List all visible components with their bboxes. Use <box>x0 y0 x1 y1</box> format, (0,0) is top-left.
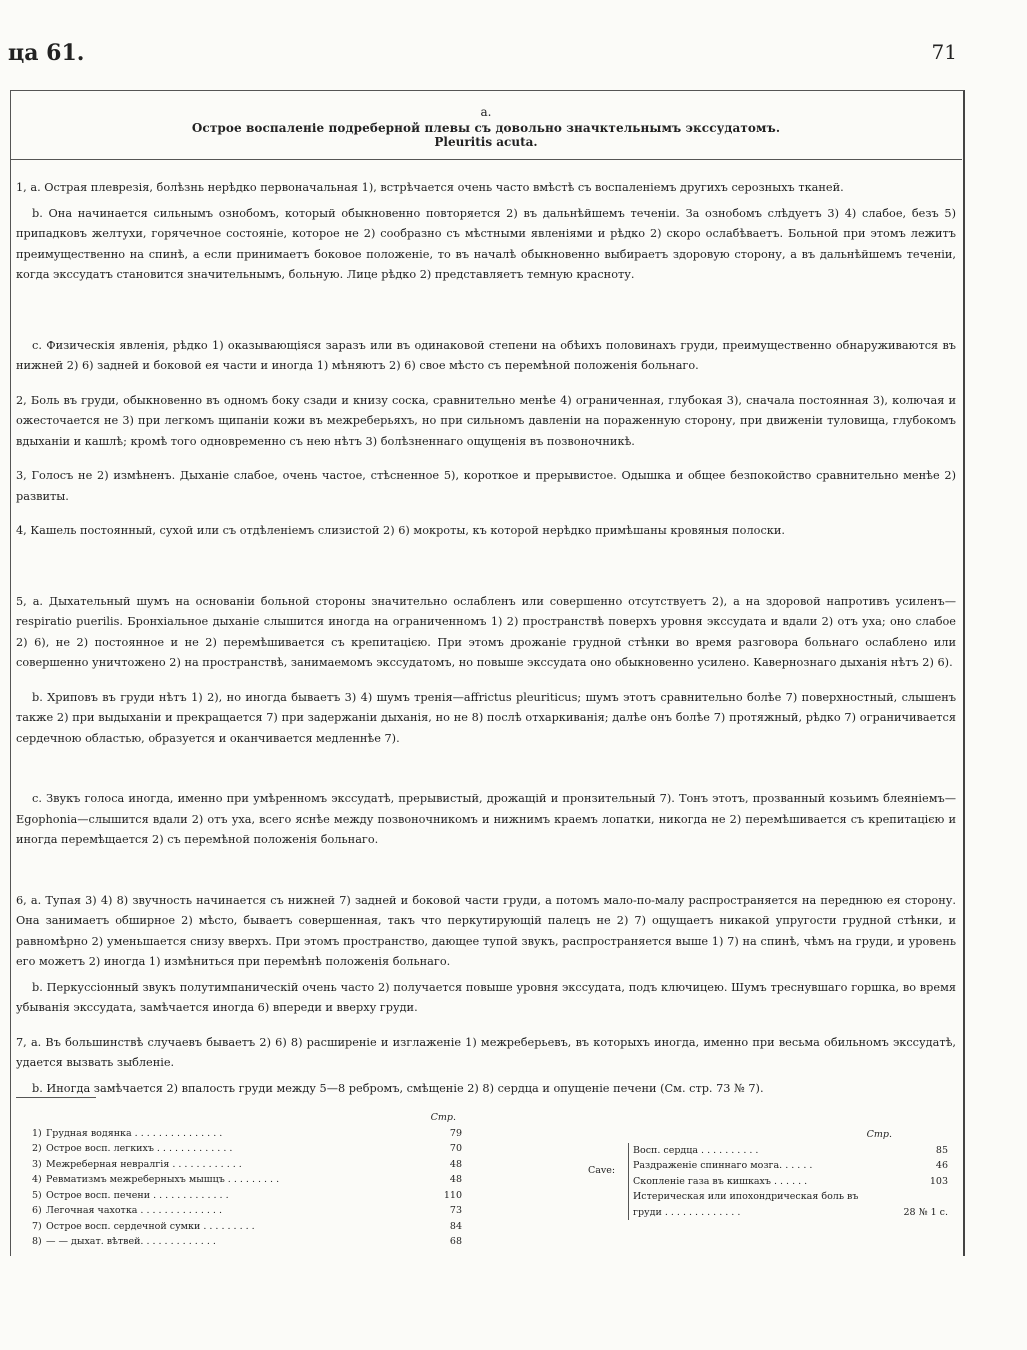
cave-row <box>633 1174 948 1190</box>
cave-list <box>628 1143 948 1221</box>
paragraph: c. Физическія явленія, рѣдко 1) оказывающіяся заразъ или въ одинаковой степени на обѣихъ половинахъ груди, преимущественно обнаруживаются въ нижней 2) 6) задней и боковой ея части и иногда 1) мѣняютъ 2) 6) свое мѣсто съ перемѣной положенія больнаго. <box>16 338 956 372</box>
footnote-name: Ревматизмъ межреберныхъ мышцъ . . . . . . . . . <box>46 1174 280 1185</box>
footnotes-right <box>588 1127 948 1220</box>
footnote-page: 48 <box>449 1158 462 1170</box>
cave-name: Восп. сердца . . . . . . . . . . <box>633 1144 759 1156</box>
cave-row <box>633 1143 948 1159</box>
paragraph: 7, а. Въ большинствѣ случаевъ бываетъ 2) 6) 8) расширеніе и изглаженіе 1) межреберьевъ, въ которыхъ иногда, именно при весьма обильномъ экссудатѣ, удается вызвать зыбленіе. <box>16 1035 956 1069</box>
paragraph: b. Перкуссіонный звукъ полутимпаническій очень часто 2) получается повыше уровня экссудата, подъ ключицею. Шумъ треснувшаго горшка, во время убыванія экссудата, замѣчается иногда 6) впереди и вверху груди. <box>16 980 956 1014</box>
cave-page: 46 <box>935 1160 948 1171</box>
cave-name: Истерическая или ипохондрическая боль въ <box>633 1191 859 1202</box>
latin-title: Pleuritis acuta. <box>434 135 538 149</box>
footnote-row <box>32 1203 462 1219</box>
paragraph: 5, а. Дыхательный шумъ на основаніи больной стороны значительно ослабленъ или совершенно отсутствуетъ 2), а на здоровой напротивъ усиленъ—respiratio puerilis. Бронхіальное дыханіе слышится иногда на ограниченномъ 1) 2) пространствѣ поверхъ уровня экссудата и вдали 2) отъ уха; оно слабое 2) 6), не 2) постоянное и не 2) перемѣшивается съ крепитацією. При этомъ дрожаніе грудной стѣнки во время разговора больнаго ослаблено или совершенно уничтожено 2) на пространствѣ, занимаемомъ экссудатомъ, но повыше экссудата оно обыкновенно усилено. Кавернознаго дыханія нѣтъ 2) 6). <box>16 594 956 669</box>
paragraph: b. Иногда замѣчается 2) впалость груди между 5—8 ребромъ, смѣщеніе 2) 8) сердца и опущеніе печени (См. стр. 73 № 7). <box>32 1081 764 1095</box>
footnote-divider <box>16 1097 96 1098</box>
footnote-row <box>32 1157 462 1173</box>
cave-page: 85 <box>935 1144 948 1156</box>
section-title: Острое воспаленіе подреберной плевы съ довольно значктельнымъ экссудатомъ. <box>191 121 781 135</box>
header-left-text: ца 61. <box>8 40 85 66</box>
cave-name: Раздраженіе спиннаго мозга. . . . . . <box>633 1160 813 1171</box>
cave-page <box>888 1189 948 1205</box>
cave-name: Скопленіе газа въ кишкахъ . . . . . . <box>633 1175 808 1187</box>
footnote-number: 1) <box>32 1127 42 1139</box>
footnote-name: Легочная чахотка . . . . . . . . . . . . . . <box>46 1205 222 1216</box>
paragraph: 1, а. Острая плеврезія, болѣзнь нерѣдко первоначальная 1), встрѣчается очень часто вмѣстѣ съ воспаленіемъ другихъ серозныхъ тканей. <box>16 181 844 194</box>
footnote-number: 8) <box>32 1236 42 1247</box>
footnote-row <box>32 1234 462 1250</box>
page-number: 71 <box>931 40 957 64</box>
cave-page-header: Стр. <box>866 1129 892 1140</box>
footnote-name: Острое восп. сердечной сумки . . . . . . . . . <box>46 1220 255 1232</box>
footnotes-left <box>32 1110 462 1250</box>
footnote-row <box>32 1172 462 1188</box>
footnote-row <box>32 1126 462 1142</box>
paragraph: b. Она начинается сильнымъ ознобомъ, который обыкновенно повторяется 2) въ дальнѣйшемъ теченіи. За ознобомъ слѣдуетъ 3) 4) слабое, безъ 5) припадковъ желтухи, горячечное состояніе, которое не 2) сообразно съ мѣстными явленіями и рѣдко 2) скоро ослабѣваетъ. Больной при этомъ лежитъ преимущественно на спинѣ, а если принимаетъ боковое положеніе, то въ началѣ обыкновенно выбираетъ здоровую сторону, а въ дальнѣйшемъ теченіи, когда экссудатъ становится значительнымъ, больную. Лице рѣдко 2) представляетъ темную красноту. <box>16 206 956 281</box>
footnote-number: 5) <box>32 1189 42 1201</box>
footnote-page: 84 <box>449 1220 462 1232</box>
footnote-name: — — дыхат. вѣтвей. . . . . . . . . . . . . <box>46 1236 216 1247</box>
footnote-page: 73 <box>449 1205 462 1216</box>
footnote-number: 2) <box>32 1143 42 1154</box>
paragraph: 6, а. Тупая 3) 4) 8) звучность начинается съ нижней 7) задней и боковой части груди, а потомъ мало-по-малу распространяется на переднюю ея сторону. Она занимаетъ обширное 2) мѣсто, бываетъ совершенная, такъ что перкутирующій палецъ не 2) 7) ощущаетъ никакой упругости грудной стѣнки, и равномѣрно 2) уменьшается снизу вверхъ. При этомъ пространство, дающее тупой звукъ, распространяется выше 1) 7) на спинѣ, чѣмъ на груди, и уровень его можетъ 2) иногда 1) измѣниться при перемѣнѣ положенія больнаго. <box>16 893 956 968</box>
footnote-number: 6) <box>32 1205 42 1216</box>
page-header <box>0 40 1027 80</box>
cave-row <box>633 1158 948 1174</box>
paragraph: b. Хриповъ въ груди нѣтъ 1) 2), но иногда бываетъ 3) 4) шумъ тренія—affrictus pleuriticus; шумъ этотъ сравнительно болѣе 7) поверхностный, слышенъ также 2) при выдыханіи и прекращается 7) при задержаніи дыханія, но не 8) послѣ отхаркиванія; далѣе онъ болѣе 7) протяжный, рѣдко 7) ограничивается сердечною областью, образуется и оканчивается медленнѣе 7). <box>16 690 956 745</box>
footnote-page-header: Стр. <box>430 1112 456 1123</box>
footnote-page: 110 <box>443 1189 462 1201</box>
footnote-page: 70 <box>449 1143 462 1154</box>
paragraph: 2, Боль въ груди, обыкновенно въ одномъ боку сзади и книзу соска, сравнительно менѣе 4) ограниченная, глубокая 3), сначала постоянная 3), колючая и ожесточается не 3) при легкомъ щипаніи кожи въ межреберьяхъ, но при сильномъ давленіи на пораженную сторону, при движеніи туловища, глубокомъ вдыханіи и кашлѣ; кромѣ того одновременно съ нею нѣтъ 3) болѣзненнаго ощущенія въ позвоночникѣ. <box>16 393 956 448</box>
cave-block <box>588 1143 948 1221</box>
title-block <box>10 91 962 160</box>
footnote-name: Грудная водянка . . . . . . . . . . . . . . . <box>46 1127 223 1139</box>
footnote-name: Острое восп. печени . . . . . . . . . . . . . <box>46 1189 229 1201</box>
cave-page: 103 <box>929 1175 948 1187</box>
cave-label: Cave: <box>588 1164 616 1176</box>
footnote-number: 3) <box>32 1158 42 1170</box>
body-text <box>16 178 956 1099</box>
paragraph: 4, Кашель постоянный, сухой или съ отдѣленіемъ слизистой 2) 6) мокроты, къ которой нерѣдко примѣшаны кровяныя полоски. <box>16 524 785 537</box>
footnote-row <box>32 1141 462 1157</box>
footnote-page: 68 <box>449 1236 462 1247</box>
footnote-page: 79 <box>449 1127 462 1139</box>
title-letter: a. <box>480 105 492 119</box>
footnote-name: Острое восп. легкихъ . . . . . . . . . . . . . <box>46 1143 233 1154</box>
cave-row <box>633 1189 948 1205</box>
footnote-row <box>32 1219 462 1235</box>
cave-row <box>633 1205 948 1221</box>
footnote-name: Межреберная невралгія . . . . . . . . . . . . <box>46 1158 242 1170</box>
cave-page: 28 № 1 с. <box>903 1206 948 1218</box>
paragraph: 3, Голосъ не 2) измѣненъ. Дыханіе слабое, очень частое, стѣсненное 5), короткое и прерывистое. Одышка и общее безпокойство сравнительно менѣе 2) развиты. <box>16 469 956 503</box>
footnote-page: 48 <box>449 1174 462 1185</box>
cave-name: груди . . . . . . . . . . . . . <box>633 1206 741 1218</box>
footnote-number: 4) <box>32 1174 42 1185</box>
paragraph: c. Звукъ голоса иногда, именно при умѣренномъ экссудатѣ, прерывистый, дрожащій и пронзительный 7). Тонъ этотъ, прозванный козьимъ блеяніемъ—Egophonia—слышится вдали 2) отъ уха, всего яснѣе между позвоночникомъ и нижнимъ краемъ лопатки, никогда не 2) перемѣшивается съ крепитацією и иногда перемѣщается 2) съ перемѣной положенія больнаго. <box>16 792 956 846</box>
footnote-row <box>32 1188 462 1204</box>
footnote-number: 7) <box>32 1220 42 1232</box>
